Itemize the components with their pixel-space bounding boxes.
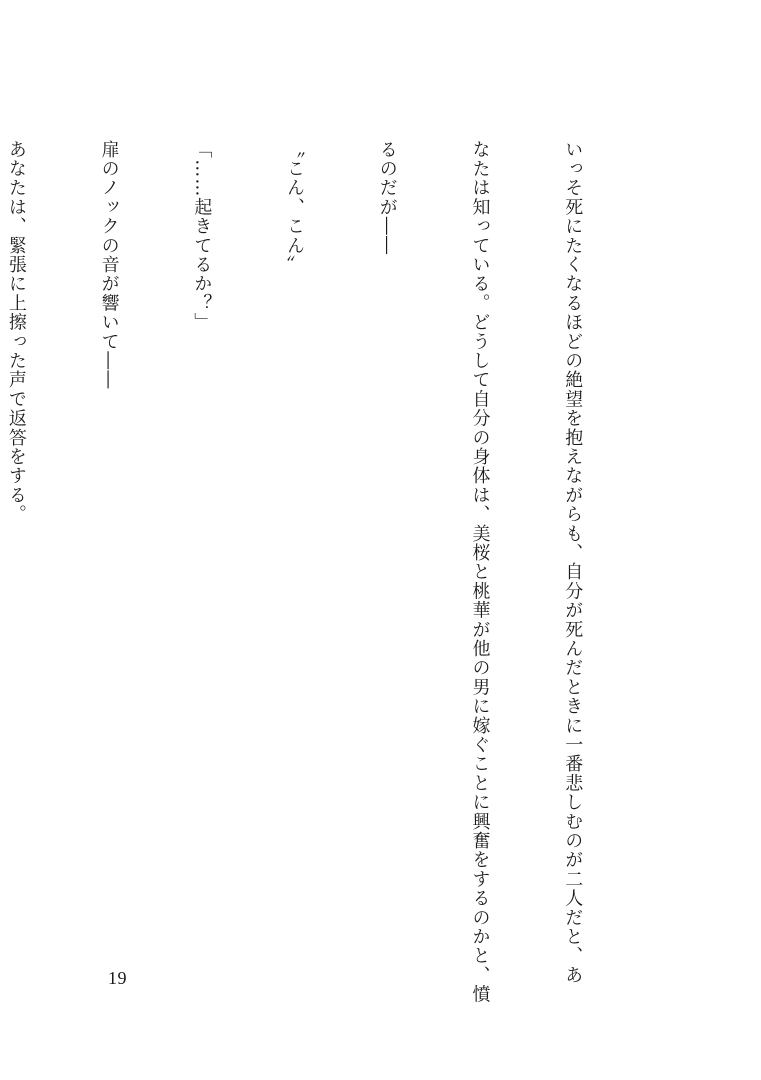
text-line: 「……起きてるか？」	[191, 140, 213, 332]
text-line: いっそ死にたくなるほどの絶望を抱えながらも、自分が死んだときに一番悲しむのが二人だと、あ	[562, 140, 584, 985]
text-line: 扉のノックの音が響いて――	[98, 140, 120, 390]
text-line: あなたは、緊張に上擦った声で返答をする。	[5, 140, 27, 524]
text-line: なたは知っている。どうして自分の身体は、美桜と桃華が他の男に嫁ぐことに興奮をするのかと、憤	[469, 140, 491, 1004]
text-line: るのだが――	[376, 140, 398, 256]
text-line: 〝こん、こん〟	[284, 140, 306, 275]
page-number: 19	[108, 968, 127, 988]
